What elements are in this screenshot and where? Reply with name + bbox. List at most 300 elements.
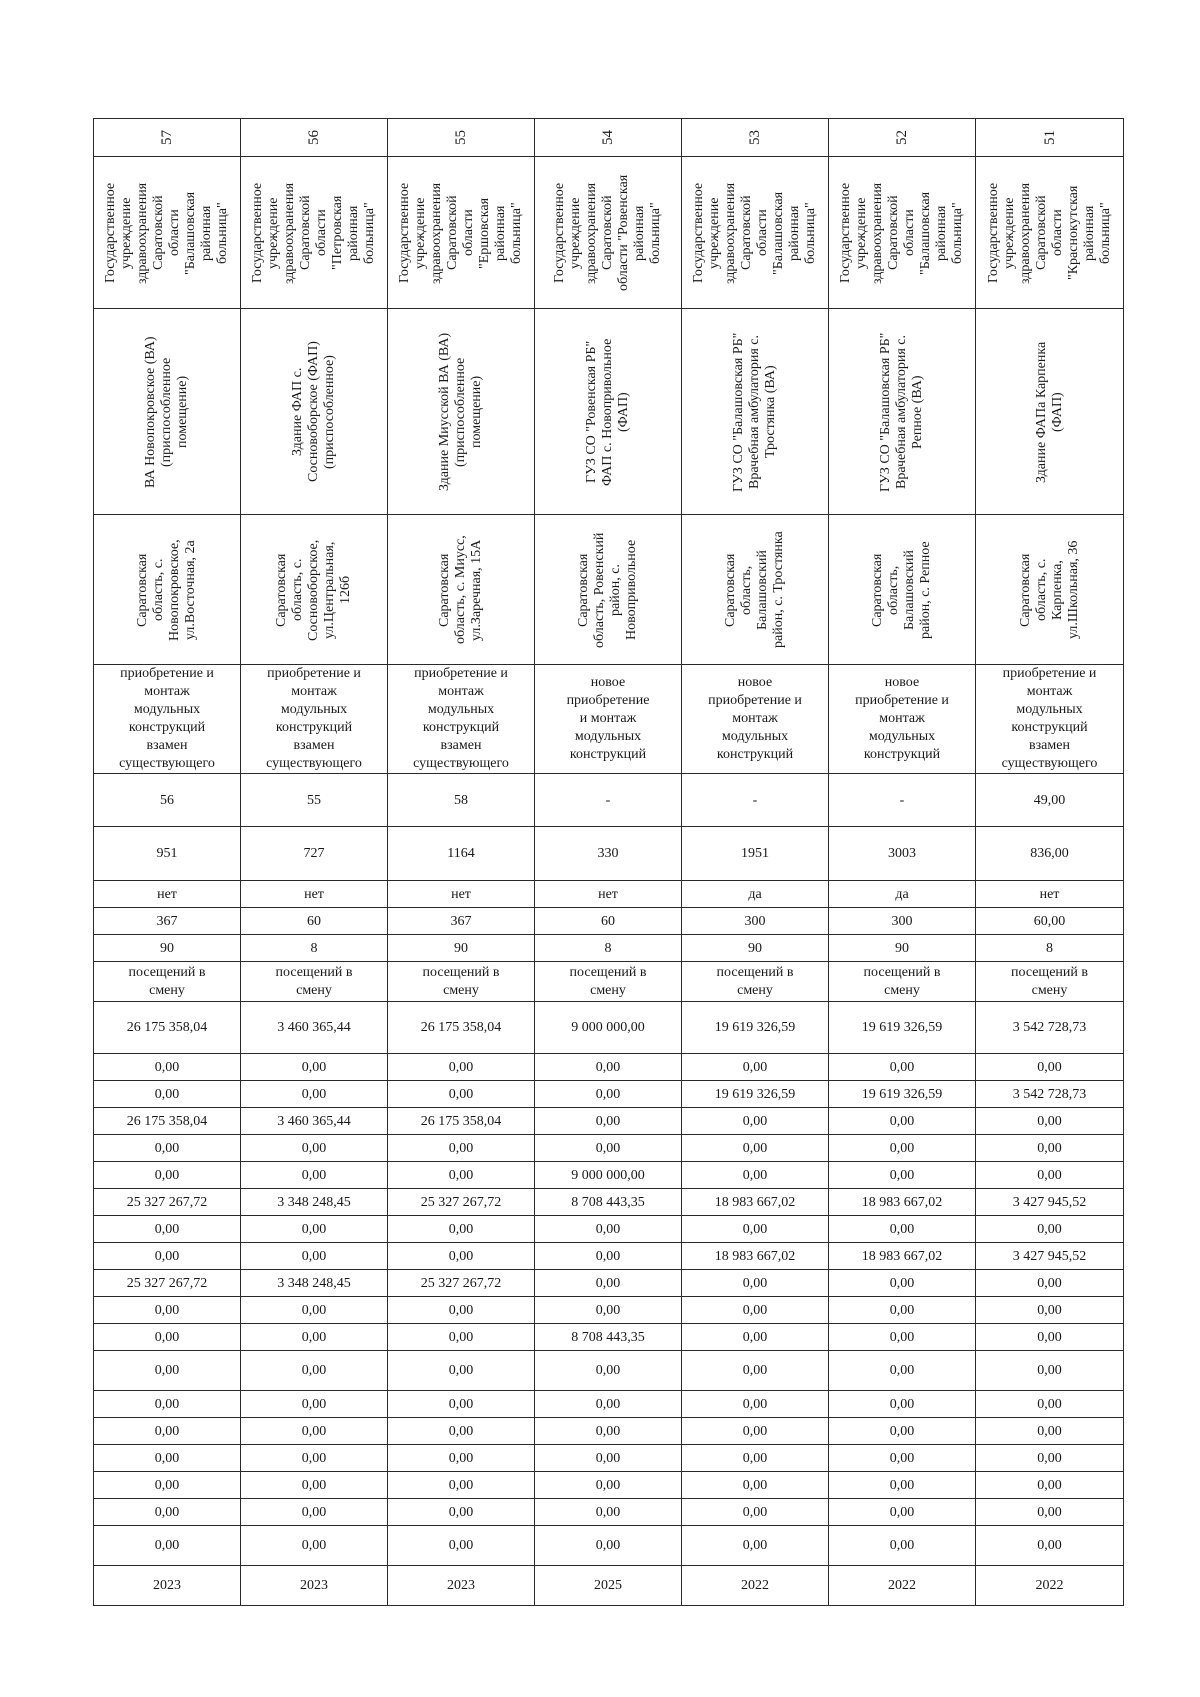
r11-text: 0,00 bbox=[1037, 1329, 1062, 1345]
cell-r4 bbox=[535, 1135, 682, 1162]
cell-year bbox=[829, 1566, 976, 1606]
r14-text: 0,00 bbox=[742, 1423, 768, 1439]
r3-text: 0,00 bbox=[595, 1113, 621, 1129]
row-power bbox=[94, 935, 1124, 962]
cell-r8 bbox=[388, 1243, 535, 1270]
cell-r13 bbox=[829, 1391, 976, 1418]
cell-r8 bbox=[829, 1243, 976, 1270]
org-text: Государственное учреждение здравоохранения Саратовской области "Краснокутская районная больница" bbox=[985, 181, 1113, 284]
cell-r11 bbox=[829, 1324, 976, 1351]
r11-text: 0,00 bbox=[889, 1329, 915, 1345]
cell-population bbox=[241, 827, 388, 881]
r9-text: 0,00 bbox=[595, 1275, 621, 1291]
cell-r11 bbox=[682, 1324, 829, 1351]
capacity-text: 60 bbox=[601, 913, 615, 929]
cell-r3 bbox=[682, 1108, 829, 1135]
cell-unit bbox=[682, 962, 829, 1002]
r10-text: 0,00 bbox=[889, 1302, 915, 1318]
r18-text: 0,00 bbox=[1037, 1538, 1062, 1553]
r8-text: 18 983 667,02 bbox=[861, 1248, 943, 1264]
year-text: 2022 bbox=[741, 1578, 769, 1593]
r5-text: 0,00 bbox=[301, 1167, 327, 1183]
row-action bbox=[94, 665, 1124, 774]
area-text: 56 bbox=[160, 792, 174, 808]
area-text: - bbox=[899, 792, 905, 808]
cell-area bbox=[829, 774, 976, 827]
r8-text: 0,00 bbox=[595, 1248, 621, 1264]
row-unit bbox=[94, 962, 1124, 1002]
year-text: 2022 bbox=[1035, 1578, 1064, 1593]
cell-total bbox=[94, 1002, 241, 1054]
cell-r14 bbox=[682, 1418, 829, 1445]
num-text: 57 bbox=[159, 130, 175, 145]
cell-r2 bbox=[94, 1081, 241, 1108]
unit-text: посещений в смену bbox=[275, 964, 353, 998]
cell-total bbox=[241, 1002, 388, 1054]
row-r12 bbox=[94, 1351, 1124, 1391]
cell-r14 bbox=[94, 1418, 241, 1445]
cell-r10 bbox=[388, 1297, 535, 1324]
population-text: 1951 bbox=[741, 846, 769, 861]
row-capacity bbox=[94, 908, 1124, 935]
cell-r6 bbox=[682, 1189, 829, 1216]
cell-r15 bbox=[976, 1445, 1124, 1472]
address-text: Саратовская область, с. Сосновоборское, ул.Центральная, 126б bbox=[274, 538, 353, 641]
r14-text: 0,00 bbox=[595, 1423, 621, 1439]
cell-area bbox=[682, 774, 829, 827]
cell-r12 bbox=[682, 1351, 829, 1391]
r4-text: 0,00 bbox=[1037, 1140, 1062, 1156]
r4-text: 0,00 bbox=[154, 1140, 180, 1156]
cell-r5 bbox=[388, 1162, 535, 1189]
cell-r18 bbox=[682, 1526, 829, 1566]
r2-text: 0,00 bbox=[301, 1086, 327, 1102]
r14-text: 0,00 bbox=[154, 1423, 180, 1439]
r7-text: 0,00 bbox=[448, 1221, 474, 1237]
org-text: Государственное учреждение здравоохранения Саратовской области "Ровенская районная больница" bbox=[552, 174, 663, 291]
year-text: 2022 bbox=[888, 1578, 916, 1593]
cell-action bbox=[94, 665, 241, 774]
power-text: 90 bbox=[454, 940, 468, 956]
r5-text: 0,00 bbox=[448, 1167, 474, 1183]
row-r4 bbox=[94, 1135, 1124, 1162]
r13-text: 0,00 bbox=[448, 1396, 474, 1412]
cell-r18 bbox=[94, 1526, 241, 1566]
cell-r10 bbox=[535, 1297, 682, 1324]
cell-total bbox=[535, 1002, 682, 1054]
cell-r8 bbox=[976, 1243, 1124, 1270]
action-text: новое приобретение и монтаж модульных конструкций bbox=[566, 675, 650, 762]
cell-r1 bbox=[829, 1054, 976, 1081]
cell-capacity bbox=[682, 908, 829, 935]
cell-r2 bbox=[535, 1081, 682, 1108]
cell-org bbox=[976, 157, 1124, 309]
row-r14 bbox=[94, 1418, 1124, 1445]
cell-r12 bbox=[976, 1351, 1124, 1391]
total-text: 26 175 358,04 bbox=[420, 1020, 502, 1035]
object-text: Здание ФАПа Карпенка (ФАП) bbox=[1033, 340, 1065, 483]
cell-r13 bbox=[682, 1391, 829, 1418]
cell-r13 bbox=[535, 1391, 682, 1418]
cell-object bbox=[829, 309, 976, 515]
r16-text: 0,00 bbox=[154, 1477, 180, 1493]
r13-text: 0,00 bbox=[889, 1396, 915, 1412]
cell-unit bbox=[94, 962, 241, 1002]
r7-text: 0,00 bbox=[154, 1221, 180, 1237]
r5-text: 0,00 bbox=[889, 1167, 915, 1183]
cell-flag bbox=[388, 881, 535, 908]
cell-r16 bbox=[682, 1472, 829, 1499]
r9-text: 0,00 bbox=[1037, 1275, 1062, 1291]
cell-r7 bbox=[682, 1216, 829, 1243]
cell-r17 bbox=[829, 1499, 976, 1526]
r6-text: 3 427 945,52 bbox=[1012, 1194, 1087, 1210]
cell-capacity bbox=[829, 908, 976, 935]
row-r7 bbox=[94, 1216, 1124, 1243]
cell-r18 bbox=[388, 1526, 535, 1566]
cell-object bbox=[682, 309, 829, 515]
cell-r5 bbox=[829, 1162, 976, 1189]
row-r15 bbox=[94, 1445, 1124, 1472]
r13-text: 0,00 bbox=[742, 1396, 768, 1412]
org-text: Государственное учреждение здравоохранения Саратовской области "Петровская районная больница" bbox=[250, 181, 377, 284]
cell-r16 bbox=[388, 1472, 535, 1499]
r1-text: 0,00 bbox=[742, 1059, 768, 1075]
cell-address bbox=[535, 515, 682, 665]
cell-object bbox=[94, 309, 241, 515]
cell-r1 bbox=[94, 1054, 241, 1081]
flag-text: нет bbox=[304, 886, 324, 902]
cell-r12 bbox=[388, 1351, 535, 1391]
cell-unit bbox=[241, 962, 388, 1002]
cell-org bbox=[94, 157, 241, 309]
facilities-table bbox=[93, 118, 1124, 1606]
cell-r17 bbox=[535, 1499, 682, 1526]
cell-r5 bbox=[682, 1162, 829, 1189]
area-text: 55 bbox=[307, 792, 321, 808]
area-text: 58 bbox=[454, 792, 468, 808]
cell-r6 bbox=[94, 1189, 241, 1216]
cell-r3 bbox=[388, 1108, 535, 1135]
r7-text: 0,00 bbox=[301, 1221, 327, 1237]
cell-year bbox=[682, 1566, 829, 1606]
r7-text: 0,00 bbox=[595, 1221, 621, 1237]
r2-text: 19 619 326,59 bbox=[861, 1086, 943, 1102]
area-text: 49,00 bbox=[1033, 792, 1066, 808]
cell-r8 bbox=[241, 1243, 388, 1270]
r5-text: 0,00 bbox=[1037, 1167, 1062, 1183]
cell-r13 bbox=[94, 1391, 241, 1418]
cell-population bbox=[976, 827, 1124, 881]
year-text: 2025 bbox=[594, 1578, 622, 1593]
row-r3 bbox=[94, 1108, 1124, 1135]
r17-text: 0,00 bbox=[1037, 1504, 1062, 1520]
address-text: Саратовская область, с. Карпенка, ул.Школьная, 36 bbox=[1017, 540, 1081, 639]
cell-org bbox=[535, 157, 682, 309]
r10-text: 0,00 bbox=[154, 1302, 180, 1318]
cell-r2 bbox=[976, 1081, 1124, 1108]
cell-r10 bbox=[682, 1297, 829, 1324]
cell-power bbox=[94, 935, 241, 962]
r1-text: 0,00 bbox=[1037, 1059, 1062, 1075]
r17-text: 0,00 bbox=[889, 1504, 915, 1520]
r12-text: 0,00 bbox=[1037, 1363, 1062, 1378]
r8-text: 0,00 bbox=[154, 1248, 180, 1264]
cell-area bbox=[388, 774, 535, 827]
cell-object bbox=[976, 309, 1124, 515]
cell-power bbox=[535, 935, 682, 962]
cell-flag bbox=[535, 881, 682, 908]
cell-r4 bbox=[388, 1135, 535, 1162]
cell-capacity bbox=[94, 908, 241, 935]
cell-r9 bbox=[976, 1270, 1124, 1297]
r6-text: 8 708 443,35 bbox=[571, 1194, 645, 1210]
cell-object bbox=[388, 309, 535, 515]
r6-text: 3 348 248,45 bbox=[277, 1194, 351, 1210]
r6-text: 25 327 267,72 bbox=[420, 1194, 502, 1210]
r11-text: 0,00 bbox=[301, 1329, 327, 1345]
cell-power bbox=[682, 935, 829, 962]
cell-address bbox=[976, 515, 1124, 665]
cell-r3 bbox=[976, 1108, 1124, 1135]
cell-r10 bbox=[241, 1297, 388, 1324]
cell-r18 bbox=[535, 1526, 682, 1566]
cell-r1 bbox=[535, 1054, 682, 1081]
action-text: новое приобретение и монтаж модульных конструкций bbox=[708, 675, 802, 762]
r14-text: 0,00 bbox=[448, 1423, 474, 1439]
object-text: ВА Новопокровское (ВА) (приспособленное помещение) bbox=[143, 335, 190, 488]
r4-text: 0,00 bbox=[595, 1140, 621, 1156]
cell-year bbox=[976, 1566, 1124, 1606]
r10-text: 0,00 bbox=[448, 1302, 474, 1318]
action-text: приобретение и монтаж модульных конструкций взамен существующего bbox=[119, 666, 215, 771]
r16-text: 0,00 bbox=[595, 1477, 621, 1493]
r4-text: 0,00 bbox=[889, 1140, 915, 1156]
cell-r14 bbox=[241, 1418, 388, 1445]
cell-r11 bbox=[388, 1324, 535, 1351]
r11-text: 0,00 bbox=[742, 1329, 768, 1345]
cell-capacity bbox=[535, 908, 682, 935]
cell-unit bbox=[829, 962, 976, 1002]
address-text: Саратовская область, Балашовский район, с. Репное bbox=[870, 540, 933, 639]
cell-r16 bbox=[94, 1472, 241, 1499]
r1-text: 0,00 bbox=[889, 1059, 915, 1075]
cell-year bbox=[535, 1566, 682, 1606]
cell-unit bbox=[535, 962, 682, 1002]
cell-r5 bbox=[976, 1162, 1124, 1189]
total-text: 9 000 000,00 bbox=[571, 1020, 645, 1035]
row-r6 bbox=[94, 1189, 1124, 1216]
r11-text: 8 708 443,35 bbox=[571, 1329, 645, 1345]
r18-text: 0,00 bbox=[301, 1538, 327, 1553]
r12-text: 0,00 bbox=[301, 1363, 327, 1378]
r10-text: 0,00 bbox=[301, 1302, 327, 1318]
cell-r3 bbox=[535, 1108, 682, 1135]
r12-text: 0,00 bbox=[595, 1363, 621, 1378]
r15-text: 0,00 bbox=[742, 1450, 768, 1466]
num-text: 56 bbox=[306, 130, 322, 145]
r13-text: 0,00 bbox=[154, 1396, 180, 1412]
cell-r4 bbox=[682, 1135, 829, 1162]
action-text: приобретение и монтаж модульных конструкций взамен существующего bbox=[413, 666, 509, 771]
cell-num bbox=[829, 119, 976, 157]
cell-r10 bbox=[976, 1297, 1124, 1324]
cell-action bbox=[829, 665, 976, 774]
cell-r5 bbox=[94, 1162, 241, 1189]
power-text: 90 bbox=[160, 940, 174, 956]
cell-power bbox=[829, 935, 976, 962]
r10-text: 0,00 bbox=[742, 1302, 768, 1318]
population-text: 836,00 bbox=[1030, 846, 1069, 861]
r11-text: 0,00 bbox=[448, 1329, 474, 1345]
cell-r1 bbox=[388, 1054, 535, 1081]
cell-r9 bbox=[241, 1270, 388, 1297]
row-r10 bbox=[94, 1297, 1124, 1324]
r16-text: 0,00 bbox=[1037, 1477, 1062, 1493]
row-r18 bbox=[94, 1526, 1124, 1566]
cell-r3 bbox=[94, 1108, 241, 1135]
total-text: 19 619 326,59 bbox=[714, 1020, 796, 1035]
row-r16 bbox=[94, 1472, 1124, 1499]
r13-text: 0,00 bbox=[1037, 1396, 1062, 1412]
r9-text: 0,00 bbox=[742, 1275, 768, 1291]
cell-r8 bbox=[535, 1243, 682, 1270]
year-text: 2023 bbox=[153, 1578, 181, 1593]
r6-text: 18 983 667,02 bbox=[714, 1194, 796, 1210]
power-text: 8 bbox=[1046, 940, 1053, 956]
flag-text: нет bbox=[157, 886, 177, 902]
cell-num bbox=[241, 119, 388, 157]
cell-total bbox=[682, 1002, 829, 1054]
row-year bbox=[94, 1566, 1124, 1606]
cell-year bbox=[94, 1566, 241, 1606]
cell-r16 bbox=[535, 1472, 682, 1499]
total-text: 26 175 358,04 bbox=[126, 1020, 208, 1035]
cell-address bbox=[241, 515, 388, 665]
cell-population bbox=[682, 827, 829, 881]
cell-r15 bbox=[682, 1445, 829, 1472]
r3-text: 0,00 bbox=[889, 1113, 915, 1129]
r15-text: 0,00 bbox=[1037, 1450, 1062, 1466]
cell-r18 bbox=[829, 1526, 976, 1566]
r14-text: 0,00 bbox=[889, 1423, 915, 1439]
cell-r3 bbox=[241, 1108, 388, 1135]
population-text: 1164 bbox=[447, 846, 475, 861]
power-text: 90 bbox=[748, 940, 762, 956]
total-text: 3 542 728,73 bbox=[1012, 1020, 1087, 1035]
cell-power bbox=[388, 935, 535, 962]
r5-text: 9 000 000,00 bbox=[571, 1167, 645, 1183]
r8-text: 0,00 bbox=[301, 1248, 327, 1264]
row-r1 bbox=[94, 1054, 1124, 1081]
cell-r4 bbox=[241, 1135, 388, 1162]
flag-text: нет bbox=[1039, 886, 1060, 902]
cell-r15 bbox=[388, 1445, 535, 1472]
cell-r14 bbox=[535, 1418, 682, 1445]
cell-num bbox=[976, 119, 1124, 157]
org-text: Государственное учреждение здравоохранения Саратовской области "Балашовская районная больница" bbox=[691, 181, 818, 284]
cell-r2 bbox=[682, 1081, 829, 1108]
cell-org bbox=[682, 157, 829, 309]
cell-r2 bbox=[829, 1081, 976, 1108]
r8-text: 0,00 bbox=[448, 1248, 474, 1264]
r7-text: 0,00 bbox=[1037, 1221, 1062, 1237]
r17-text: 0,00 bbox=[154, 1504, 180, 1520]
cell-year bbox=[241, 1566, 388, 1606]
cell-r3 bbox=[829, 1108, 976, 1135]
r17-text: 0,00 bbox=[301, 1504, 327, 1520]
area-text: - bbox=[752, 792, 758, 808]
cell-r8 bbox=[94, 1243, 241, 1270]
row-num bbox=[94, 119, 1124, 157]
org-text: Государственное учреждение здравоохранения Саратовской области "Балашовская районная больница" bbox=[838, 181, 965, 284]
r12-text: 0,00 bbox=[889, 1363, 915, 1378]
r4-text: 0,00 bbox=[448, 1140, 474, 1156]
cell-r9 bbox=[94, 1270, 241, 1297]
r8-text: 3 427 945,52 bbox=[1012, 1248, 1087, 1264]
r2-text: 0,00 bbox=[448, 1086, 474, 1102]
r18-text: 0,00 bbox=[154, 1538, 180, 1553]
cell-r2 bbox=[241, 1081, 388, 1108]
cell-flag bbox=[976, 881, 1124, 908]
r9-text: 3 348 248,45 bbox=[277, 1275, 351, 1291]
cell-action bbox=[976, 665, 1124, 774]
cell-area bbox=[94, 774, 241, 827]
cell-r12 bbox=[94, 1351, 241, 1391]
r3-text: 26 175 358,04 bbox=[420, 1113, 502, 1129]
r7-text: 0,00 bbox=[742, 1221, 768, 1237]
cell-total bbox=[976, 1002, 1124, 1054]
cell-r7 bbox=[535, 1216, 682, 1243]
cell-r9 bbox=[829, 1270, 976, 1297]
cell-unit bbox=[388, 962, 535, 1002]
row-r8 bbox=[94, 1243, 1124, 1270]
year-text: 2023 bbox=[300, 1578, 328, 1593]
r16-text: 0,00 bbox=[889, 1477, 915, 1493]
row-org bbox=[94, 157, 1124, 309]
cell-num bbox=[535, 119, 682, 157]
cell-r15 bbox=[829, 1445, 976, 1472]
cell-r16 bbox=[976, 1472, 1124, 1499]
r18-text: 0,00 bbox=[448, 1538, 474, 1553]
num-text: 55 bbox=[453, 130, 469, 145]
cell-area bbox=[535, 774, 682, 827]
object-text: Здание ФАП с. Сосновоборское (ФАП) (приспособленное) bbox=[290, 341, 337, 482]
r16-text: 0,00 bbox=[301, 1477, 327, 1493]
num-text: 54 bbox=[600, 130, 616, 145]
num-text: 51 bbox=[1041, 130, 1058, 145]
population-text: 727 bbox=[303, 846, 325, 861]
cell-r14 bbox=[388, 1418, 535, 1445]
r1-text: 0,00 bbox=[595, 1059, 621, 1075]
cell-capacity bbox=[241, 908, 388, 935]
r2-text: 0,00 bbox=[595, 1086, 621, 1102]
cell-org bbox=[829, 157, 976, 309]
r16-text: 0,00 bbox=[448, 1477, 474, 1493]
cell-num bbox=[388, 119, 535, 157]
cell-r15 bbox=[94, 1445, 241, 1472]
row-r2 bbox=[94, 1081, 1124, 1108]
capacity-text: 60,00 bbox=[1033, 913, 1066, 929]
capacity-text: 300 bbox=[744, 913, 766, 929]
r14-text: 0,00 bbox=[301, 1423, 327, 1439]
cell-flag bbox=[94, 881, 241, 908]
cell-total bbox=[829, 1002, 976, 1054]
cell-population bbox=[535, 827, 682, 881]
cell-r7 bbox=[829, 1216, 976, 1243]
r3-text: 0,00 bbox=[1037, 1113, 1062, 1129]
total-text: 3 460 365,44 bbox=[277, 1020, 351, 1035]
